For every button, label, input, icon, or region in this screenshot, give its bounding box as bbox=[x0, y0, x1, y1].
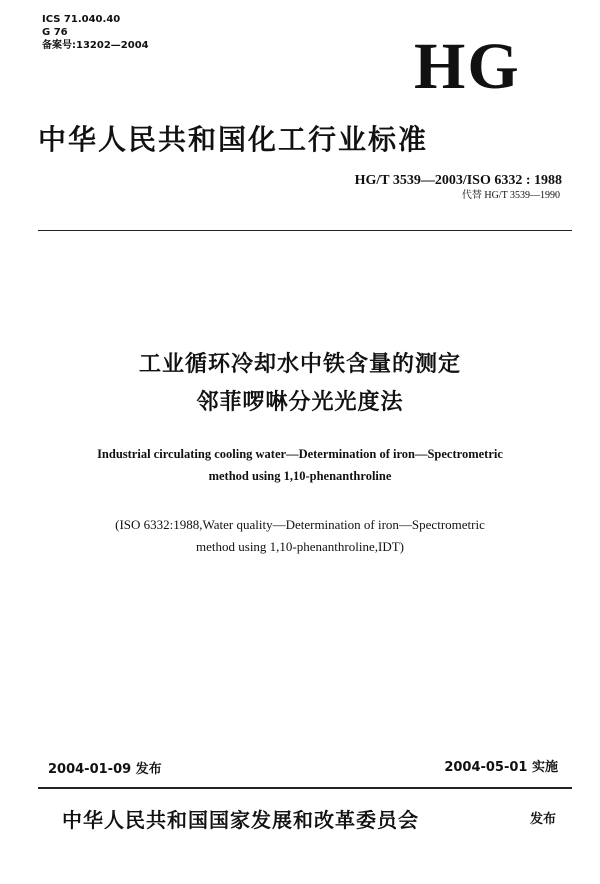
classification-code: G 76 bbox=[42, 27, 68, 38]
iso-reference-line-1: (ISO 6332:1988,Water quality—Determination of iron—Spectrometric bbox=[115, 517, 485, 532]
english-title-line-1: Industrial circulating cooling water—Determination of iron—Spectrometric bbox=[97, 447, 503, 461]
english-title-line-2: method using 1,10-phenanthroline bbox=[208, 469, 392, 483]
effective-date: 2004-05-01 实施 bbox=[444, 760, 558, 775]
issuing-authority-suffix: 发布 bbox=[530, 812, 557, 827]
hg-logo-mark: HG bbox=[414, 30, 521, 103]
chinese-title-line-1: 工业循环冷却水中铁含量的测定 bbox=[138, 352, 461, 377]
standard-category-title: 中华人民共和国化工行业标准 bbox=[38, 123, 429, 156]
replaces-note: 代替 HG/T 3539—1990 bbox=[461, 190, 560, 201]
header-divider bbox=[38, 230, 572, 231]
record-number: 备案号:13202—2004 bbox=[42, 40, 149, 51]
chinese-title-line-2: 邻菲啰啉分光光度法 bbox=[196, 390, 404, 415]
standard-code: HG/T 3539—2003/ISO 6332 : 1988 bbox=[354, 173, 562, 188]
issuing-authority: 中华人民共和国国家发展和改革委员会 bbox=[62, 808, 419, 832]
ics-code: ICS 71.040.40 bbox=[42, 14, 121, 25]
issue-date: 2004-01-09 发布 bbox=[48, 762, 162, 777]
iso-reference-line-2: method using 1,10-phenanthroline,IDT) bbox=[196, 539, 404, 554]
footer-divider bbox=[38, 787, 572, 789]
